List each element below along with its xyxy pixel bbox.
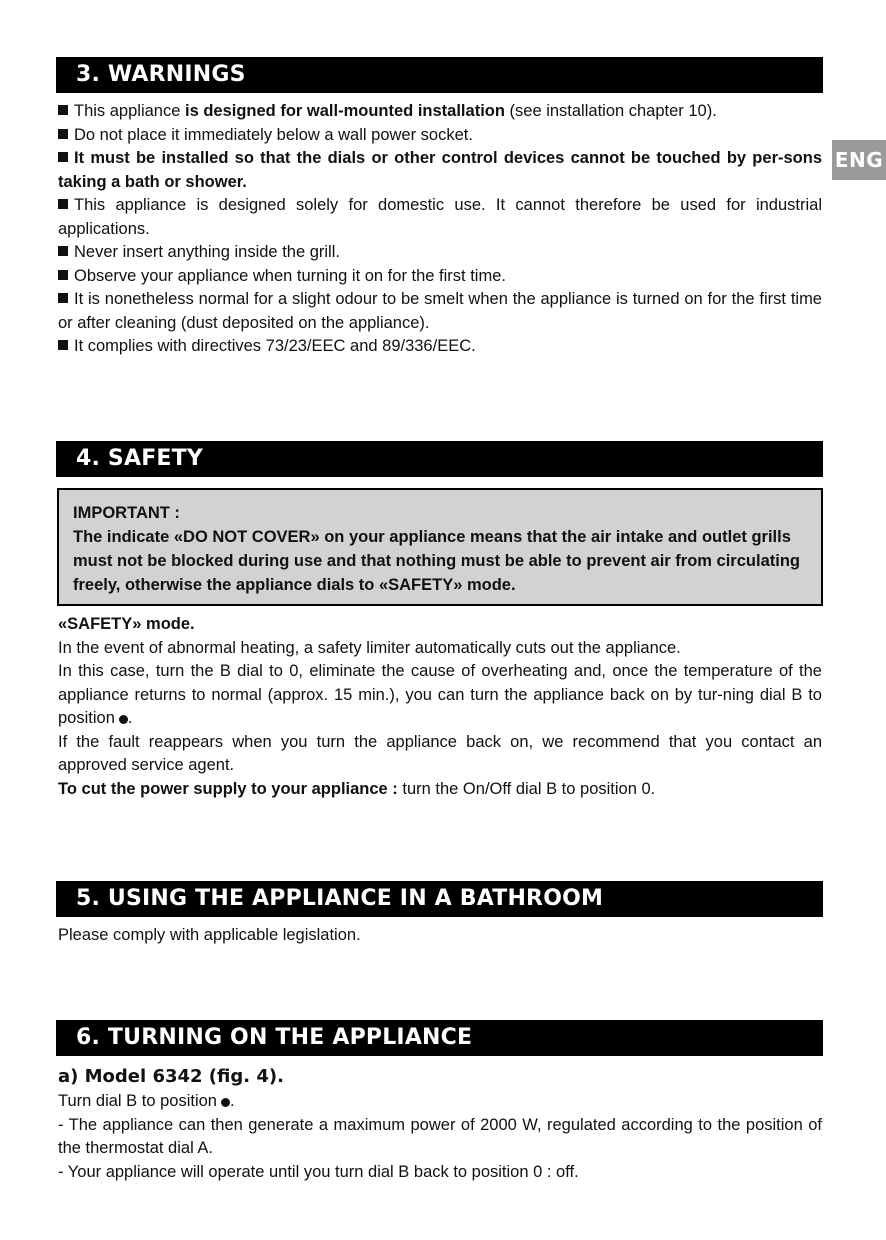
important-notice-box (57, 488, 823, 606)
square-bullet-icon (58, 340, 68, 350)
turning-on-line: - The appliance can then generate a maximum power of 2000 W, regulated according to the position of the thermostat dial A. (58, 1115, 822, 1157)
language-tab: ENG (832, 140, 886, 180)
bathroom-heading: 5. USING THE APPLIANCE IN A BATHROOM (56, 881, 823, 917)
on-position-dot-icon (221, 1098, 230, 1107)
turning-on-heading: 6. TURNING ON THE APPLIANCE (56, 1020, 823, 1056)
safety-paragraph: In this case, turn the B dial to 0, eliminate the cause of overheating and, once the temperature of the appliance returns to normal (approx. 15 min.), you can turn the appliance back on by tur-ning dial B to position . (58, 662, 822, 727)
turning-on-body (58, 1064, 822, 1184)
bathroom-text: Please comply with applicable legislation. (58, 926, 361, 944)
square-bullet-icon (58, 129, 68, 139)
warning-item: It is nonetheless normal for a slight odour to be smelt when the appliance is turned on for the first time or after cleaning (dust deposited on the appliance). (58, 290, 822, 332)
square-bullet-icon (58, 270, 68, 280)
square-bullet-icon (58, 293, 68, 303)
square-bullet-icon (58, 246, 68, 256)
warning-item: Never insert anything inside the grill. (58, 241, 822, 265)
on-position-dot-icon (119, 715, 128, 724)
turning-on-line: - Your appliance will operate until you turn dial B back to position 0 : off. (58, 1162, 579, 1181)
warning-item: This appliance is designed for wall-mounted installation (see installation chapter 10). (58, 100, 822, 124)
warning-item: This appliance is designed solely for domestic use. It cannot therefore be used for industrial applications. (58, 196, 822, 238)
power-cut-instruction: To cut the power supply to your appliance : turn the On/Off dial B to position 0. (58, 779, 656, 798)
square-bullet-icon (58, 199, 68, 209)
safety-heading: 4. SAFETY (56, 441, 823, 477)
safety-mode-heading: «SAFETY» mode. (58, 615, 195, 633)
warnings-heading: 3. WARNINGS (56, 57, 823, 93)
warning-item: It must be installed so that the dials or other control devices cannot be touched by per-sons taking a bath or shower. (58, 149, 822, 191)
turning-on-line: Turn dial B to position . (58, 1092, 235, 1110)
square-bullet-icon (58, 105, 68, 115)
important-text: The indicate «DO NOT COVER» on your appliance means that the air intake and outlet grills must not be blocked during use and that nothing must be able to prevent air from circulating freely, otherwise the appliance dials to «SAFETY» mode. (73, 528, 800, 594)
warning-item: Observe your appliance when turning it on for the first time. (58, 265, 822, 289)
warning-item: It complies with directives 73/23/EEC and 89/336/EEC. (58, 335, 822, 359)
safety-body (58, 613, 822, 801)
important-label: IMPORTANT : (73, 504, 180, 522)
safety-paragraph: In the event of abnormal heating, a safety limiter automatically cuts out the appliance. (58, 638, 681, 657)
model-heading: a) Model 6342 (fig. 4). (58, 1066, 284, 1087)
safety-paragraph: If the fault reappears when you turn the appliance back on, we recommend that you contact an approved service agent. (58, 732, 822, 774)
warnings-list (58, 100, 822, 359)
warning-item: Do not place it immediately below a wall power socket. (58, 124, 822, 148)
bathroom-body (58, 924, 822, 948)
square-bullet-icon (58, 152, 68, 162)
